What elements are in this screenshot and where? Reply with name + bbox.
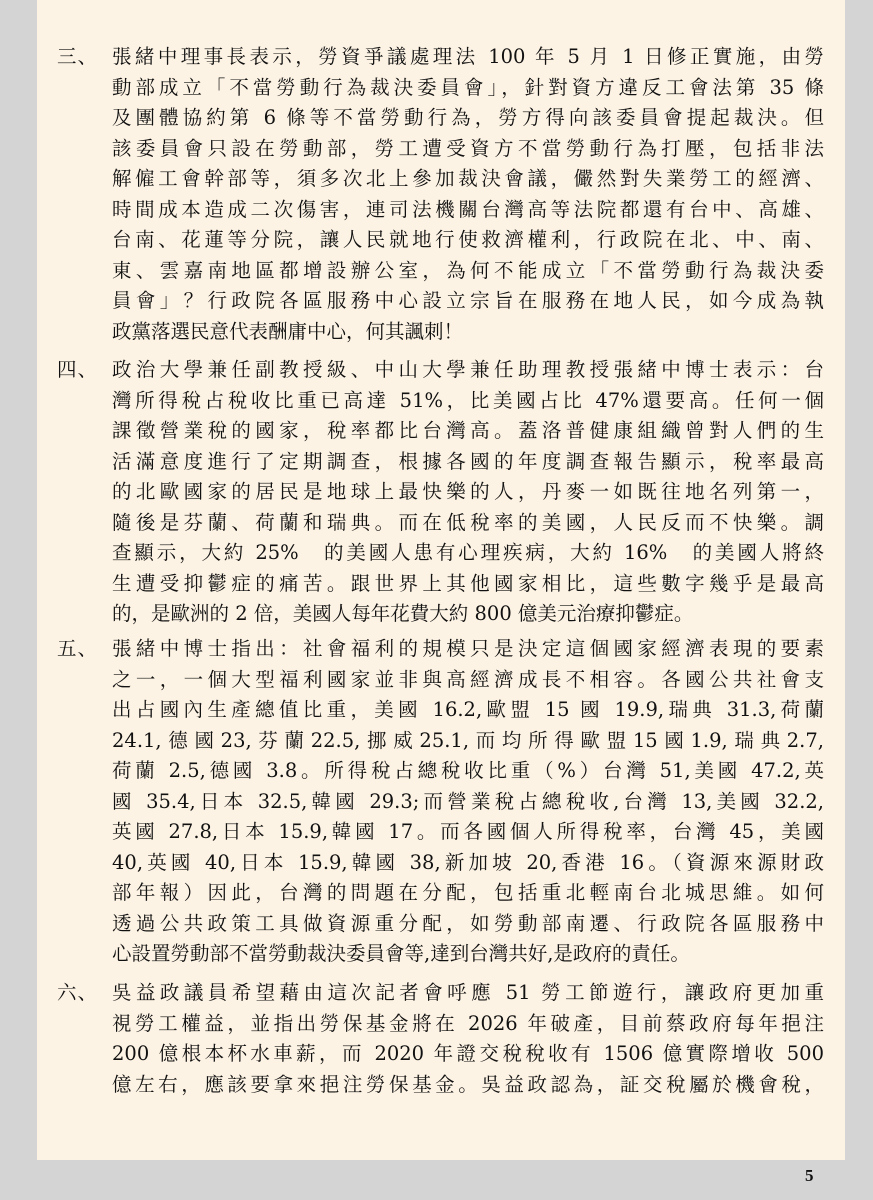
section-3-line-7: 台南、花蓮等分院，讓人民就地行使救濟權利，行政院在北、中、南、 — [112, 228, 824, 251]
section-3-line-8: 東、雲嘉南地區都增設辦公室，為何不能成立「不當勞動行為裁決委 — [112, 258, 824, 282]
section-4-line-9: 的，是歐洲的 2 倍，美國人每年花費大約 800 億美元治療抑鬱症。 — [112, 602, 694, 625]
section-3-body — [112, 42, 824, 347]
section-3-number: 三、 — [57, 45, 99, 68]
section-5-line-6: 國 35.4,日本 32.5,韓國 29.3;而營業稅占總稅收,台灣 13,美國 32.2, — [112, 789, 824, 813]
section-4-line-3: 課徵營業稅的國家，稅率都比台灣高。蓋洛普健康組織曾對人們的生 — [112, 419, 824, 442]
section-6-line-3: 200 億根本杯水車薪，而 2020 年證交稅稅收有 1506 億實際增收 500 — [112, 1042, 824, 1065]
section-3-line-5: 解僱工會幹部等，須多次北上參加裁決會議，儼然對失業勞工的經濟、 — [112, 167, 824, 190]
section-4-line-4: 活滿意度進行了定期調查，根據各國的年度調查報告顯示，稅率最高 — [112, 449, 824, 473]
section-5-line-10: 透過公共政策工具做資源重分配，如勞動部南遷、行政院各區服務中 — [112, 911, 824, 935]
section-5-line-9: 部年報）因此，台灣的問題在分配，包括重北輕南台北城思維。如何 — [112, 881, 824, 904]
section-3-line-4: 該委員會只設在勞動部，勞工遭受資方不當勞動行為打壓，包括非法 — [112, 136, 824, 160]
page-number: 5 — [805, 1166, 814, 1185]
section-6-line-2: 視勞工權益，並指出勞保基金將在 2026 年破產，目前蔡政府每年挹注 — [112, 1011, 824, 1035]
section-4-line-7: 查顯示，大約 25% 的美國人患有心理疾病，大約 16% 的美國人將終 — [112, 541, 824, 564]
section-4-body — [112, 355, 824, 630]
section-5-line-4: 24.1,德國23,芬蘭22.5,挪威25.1,而均所得歐盟15國1.9,瑞典2.7, — [112, 728, 824, 752]
section-4-line-6: 隨後是芬蘭、荷蘭和瑞典。而在低稅率的美國，人民反而不快樂。調 — [112, 510, 824, 534]
section-3-line-2: 動部成立「不當勞動行為裁決委員會」，針對資方違反工會法第 35 條 — [112, 75, 824, 99]
section-6-line-1: 吳益政議員希望藉由這次記者會呼應 51 勞工節遊行，讓政府更加重 — [112, 981, 824, 1004]
document-page — [37, 0, 845, 1200]
section-5-line-7: 英國 27.8,日本 15.9,韓國 17。而各國個人所得稅率，台灣 45，美國 — [112, 820, 824, 843]
section-4-number: 四、 — [57, 358, 99, 381]
section-5-line-5: 荷蘭 2.5,德國 3.8。所得稅占總稅收比重（%）台灣 51,美國 47.2,英 — [112, 759, 824, 782]
section-5-line-1: 張緒中博士指出：社會福利的規模只是決定這個國家經濟表現的要素 — [112, 637, 824, 660]
section-5-body — [112, 634, 824, 970]
section-5-line-8: 40,英國 40,日本 15.9,韓國 38,新加坡 20,香港 16。（資源來源財政 — [112, 850, 824, 874]
section-4-line-1: 政治大學兼任副教授級、中山大學兼任助理教授張緒中博士表示：台 — [112, 358, 824, 381]
page-bottom-gray-band — [0, 1160, 873, 1200]
section-6-number: 六、 — [57, 981, 99, 1004]
section-3-line-10: 政黨落選民意代表酬庸中心，何其諷刺！ — [112, 319, 464, 343]
section-5-line-3: 出占國內生產總值比重，美國 16.2,歐盟 15 國 19.9,瑞典 31.3,荷蘭 — [112, 698, 824, 721]
section-4-line-8: 生遭受抑鬱症的痛苦。跟世界上其他國家相比，這些數字幾乎是最高 — [112, 571, 824, 595]
section-4-line-5: 的北歐國家的居民是地球上最快樂的人，丹麥一如既往地名列第一， — [112, 480, 824, 503]
section-4-line-2: 灣所得稅占稅收比重已高達 51%，比美國占比 47%還要高。任何一個 — [112, 388, 824, 412]
section-3-line-9: 員會」？行政院各區服務中心設立宗旨在服務在地人民，如今成為執 — [112, 289, 824, 312]
section-5-number: 五、 — [57, 637, 99, 660]
section-6-line-4: 億左右，應該要拿來挹注勞保基金。吳益政認為，証交稅屬於機會稅， — [112, 1072, 824, 1096]
section-3-line-6: 時間成本造成二次傷害，連司法機關台灣高等法院都還有台中、高雄、 — [112, 197, 824, 221]
section-3-line-1: 張緒中理事長表示，勞資爭議處理法 100 年 5 月 1 日修正實施，由勞 — [112, 45, 824, 68]
section-5-line-2: 之一，一個大型福利國家並非與高經濟成長不相容。各國公共社會支 — [112, 667, 824, 691]
section-6-body — [112, 978, 824, 1100]
section-5-line-11: 心設置勞動部不當勞動裁決委員會等,達到台灣共好,是政府的責任。 — [112, 942, 690, 965]
section-3-line-3: 及團體協約第 6 條等不當勞動行為，勞方得向該委員會提起裁決。但 — [112, 106, 824, 129]
